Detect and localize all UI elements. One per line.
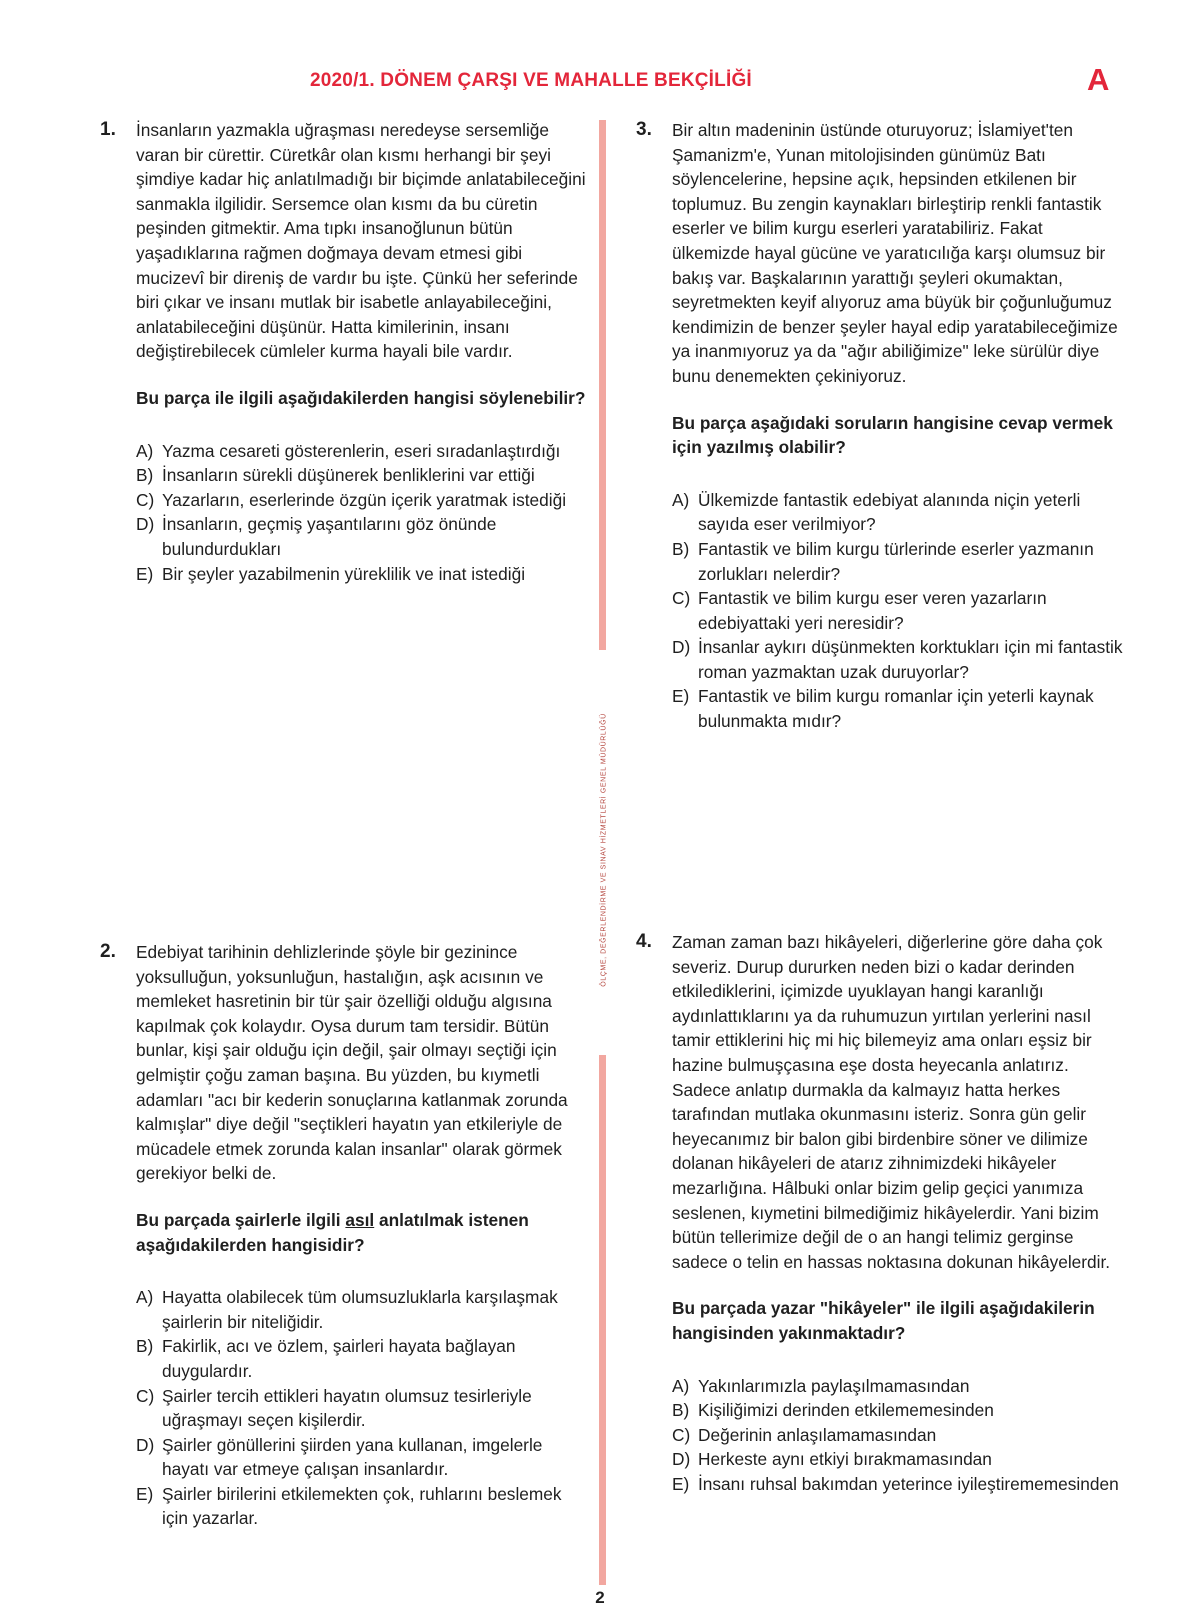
answer-option-b[interactable] bbox=[136, 1334, 588, 1383]
option-text: Fantastik ve bilim kurgu eser veren yazarların edebiyattaki yeri neresidir? bbox=[698, 588, 1047, 633]
option-letter: E) bbox=[136, 1483, 154, 1504]
option-text: Şairler gönüllerini şiirden yana kullanan, imgelerle hayatı var etmeye çalışan insanlardır. bbox=[162, 1434, 543, 1480]
booklet-type-letter: A bbox=[1087, 62, 1110, 97]
option-letter: C) bbox=[672, 588, 691, 609]
stem-text: Bu parçada şairlerle ilgili bbox=[136, 1209, 346, 1230]
answer-option-e[interactable] bbox=[672, 684, 1124, 733]
option-text: Fantastik ve bilim kurgu romanlar için yeterli kaynak bulunmakta mıdır? bbox=[698, 686, 1094, 732]
answer-options bbox=[136, 1285, 588, 1531]
option-letter: D) bbox=[136, 514, 155, 535]
option-text: İnsanların, geçmiş yaşantılarını göz önünde bulundurdukları bbox=[162, 514, 497, 559]
option-text: Yazma cesareti gösterenlerin, eseri sıradanlaştırdığı bbox=[162, 440, 561, 461]
option-letter: D) bbox=[136, 1434, 155, 1455]
option-letter: A) bbox=[672, 489, 690, 510]
option-text: Kişiliğimizi derinden etkilememesinden bbox=[698, 1400, 994, 1421]
answer-option-c[interactable] bbox=[672, 1423, 1124, 1448]
answer-options bbox=[672, 488, 1124, 734]
question-stem: Bu parça ile ilgili aşağıdakilerden hangisi söylenebilir? bbox=[136, 387, 586, 408]
option-text: İnsanı ruhsal bakımdan yeterince iyileştirememesinden bbox=[698, 1473, 1119, 1494]
answer-option-a[interactable] bbox=[136, 439, 588, 464]
option-letter: A) bbox=[136, 440, 154, 461]
exam-title: 2020/1. DÖNEM ÇARŞI VE MAHALLE BEKÇİLİĞİ bbox=[310, 70, 752, 91]
question-passage: Edebiyat tarihinin dehlizlerinde şöyle bir gezinince yoksulluğun, yoksunluğun, hastalığın, aşk acısının ve memleket hasretinin bir tür şair özelliği olduğu algısına kapılmak çok kolaydır. Oysa durum tam tersidir. Bütün bunlar, kişi şair olduğu için değil, şair olmayı seçtiği için gelmiştir çoğu zaman başına. Bu yüzden, bu kıymetli adamları "acı bir kederin sonuçlarına katlanmak zorunda kalmışlar" diye değil "seçtikleri hayatın yan etkileriyle de mücadele etmek zorunda kalan insanlar" olarak görmek gerekiyor belki de. bbox=[136, 942, 568, 1184]
option-text: Bir şeyler yazabilmenin yüreklilik ve inat istediği bbox=[162, 563, 526, 584]
answer-option-a[interactable] bbox=[672, 1374, 1124, 1399]
answer-option-e[interactable] bbox=[672, 1472, 1124, 1497]
answer-option-c[interactable] bbox=[672, 586, 1124, 635]
stem-underlined-word: asıl bbox=[345, 1209, 375, 1230]
option-letter: D) bbox=[672, 1449, 691, 1470]
option-text: Fakirlik, acı ve özlem, şairleri hayata bağlayan duygulardır. bbox=[162, 1336, 516, 1381]
option-letter: C) bbox=[136, 1385, 155, 1406]
question-stem: Bu parça aşağıdaki soruların hangisine cevap vermek için yazılmış olabilir? bbox=[672, 412, 1113, 458]
answer-option-c[interactable] bbox=[136, 488, 588, 513]
option-letter: B) bbox=[672, 538, 690, 559]
option-letter: B) bbox=[672, 1400, 690, 1421]
option-letter: A) bbox=[136, 1287, 154, 1308]
option-text: İnsanların sürekli düşünerek benliklerini var ettiği bbox=[162, 465, 535, 486]
answer-option-d[interactable] bbox=[136, 512, 588, 561]
option-letter: B) bbox=[136, 1336, 154, 1357]
stem-text: anlatılmak istenen aşağıdakilerden hangisidir? bbox=[136, 1209, 529, 1255]
question-number: 2. bbox=[100, 941, 116, 962]
answer-option-b[interactable] bbox=[672, 537, 1124, 586]
question-3 bbox=[636, 118, 1124, 734]
answer-option-e[interactable] bbox=[136, 1482, 588, 1531]
option-text: Yazarların, eserlerinde özgün içerik yaratmak istediği bbox=[162, 489, 567, 510]
option-text: Fantastik ve bilim kurgu türlerinde eserler yazmanın zorlukları nelerdir? bbox=[698, 538, 1094, 584]
question-passage: İnsanların yazmakla uğraşması neredeyse sersemliğe varan bir cürettir. Cüretkâr olan kısmı herhangi bir şeyi şimdiye kadar hiç anlatılmadığı bir biçimde anlatabileceğini sanmakla ilgilidir. Sersemce olan kısmı da bu cüretin peşinden gitmektir. Ama tıpkı insanoğlunun bütün yaşadıklarına rağmen doğmaya devam etmesi gibi mucizevî bir direniş de vardır bu işte. Çünkü her seferinde biri çıkar ve insanı mutlak bir isabetle anlayabileceğini, anlatabileceğini düşünür. Hatta kimilerinin, insanı değiştirebilecek cümleler kurma hayali bile vardır. bbox=[136, 120, 586, 362]
page-number: 2 bbox=[595, 1588, 605, 1607]
option-letter: E) bbox=[672, 1473, 690, 1494]
question-4 bbox=[636, 930, 1124, 1496]
option-text: Herkeste aynı etkiyi bırakmamasından bbox=[698, 1449, 992, 1470]
question-passage: Bir altın madeninin üstünde oturuyoruz; İslamiyet'ten Şamanizm'e, Yunan mitolojisinden günümüz Batı söylencelerine, hepsine açık, hepsinden etkilenen bir toplumuz. Bu zengin kaynakları birleştirip renkli fantastik eserler ve bilim kurgu eserleri yaratabiliriz. Fakat ülkemizde hayal gücüne ve yaratıcılığa karşı olumsuz bir bakış var. Başkalarının yarattığı şeyleri okumaktan, seyretmekten keyif alıyoruz ama büyük bir çoğunluğumuz kendimizin de benzer şeyler hayal edip yaratabileceğimize ya inanmıyoruz ya da "ağır abiliğimize" leke sürülür diye bunu denemekten çekiniyoruz. bbox=[672, 120, 1118, 386]
answer-option-d[interactable] bbox=[136, 1433, 588, 1482]
answer-option-b[interactable] bbox=[136, 463, 588, 488]
question-number: 4. bbox=[636, 931, 652, 952]
option-letter: D) bbox=[672, 637, 691, 658]
answer-option-c[interactable] bbox=[136, 1384, 588, 1433]
option-letter: E) bbox=[672, 686, 690, 707]
answer-options bbox=[136, 439, 588, 587]
question-number: 1. bbox=[100, 119, 116, 140]
vertical-copyright-note: ÖLÇME, DEĞERLENDİRME VE SINAV HİZMETLERİ GENEL MÜDÜRLÜĞÜ bbox=[600, 713, 608, 987]
answer-option-b[interactable] bbox=[672, 1398, 1124, 1423]
answer-options bbox=[672, 1374, 1124, 1497]
option-letter: E) bbox=[136, 563, 154, 584]
option-letter: B) bbox=[136, 465, 154, 486]
answer-option-a[interactable] bbox=[136, 1285, 588, 1334]
question-1 bbox=[100, 118, 588, 586]
question-stem: Bu parçada yazar "hikâyeler" ile ilgili aşağıdakilerin hangisinden yakınmaktadır? bbox=[672, 1298, 1095, 1343]
answer-option-d[interactable] bbox=[672, 1447, 1124, 1472]
option-text: Yakınlarımızla paylaşılmamasından bbox=[698, 1375, 970, 1396]
answer-option-d[interactable] bbox=[672, 635, 1124, 684]
answer-option-a[interactable] bbox=[672, 488, 1124, 537]
question-passage: Zaman zaman bazı hikâyeleri, diğerlerine göre daha çok severiz. Durup dururken neden bizi o kadar derinden etkilediklerini, içimizde uyuklayan hangi karanlığı aydınlattıklarını ya da ruhumuzun yırtılan yerlerini nasıl tamir ettiklerini hiç mi hiç bilemeyiz ama onları eşsiz bir hazine bulmuşçasına eşe dosta heyecanla anlatırız. Sadece anlatıp durmakla da kalmayız hatta herkes tarafından mutlaka okunmasını isteriz. Sonra gün gelir heyecanımız bir balon gibi birdenbire söner ve dilimize dolanan hikâyeleri de atarız zihnimizdeki hikâyeler mezarlığına. Hâlbuki onlar bizim gelip geçici yanımıza seslenen, kıymetini bilmediğimiz hikâyelerdir. Yani bizim bütün tellerimize değil de o an hangi telimiz gerginse sadece o telin en hassas noktasına dokunan hikâyelerdir. bbox=[672, 932, 1111, 1272]
option-letter: A) bbox=[672, 1375, 690, 1396]
column-divider-bottom bbox=[599, 1055, 606, 1585]
question-stem bbox=[136, 1208, 588, 1257]
question-2 bbox=[100, 940, 588, 1531]
option-text: Şairler birilerini etkilemekten çok, ruhlarını beslemek için yazarlar. bbox=[162, 1483, 562, 1529]
exam-header bbox=[0, 62, 1200, 102]
option-text: Değerinin anlaşılamamasından bbox=[698, 1424, 937, 1445]
column-divider-top bbox=[599, 120, 606, 650]
option-text: Ülkemizde fantastik edebiyat alanında niçin yeterli sayıda eser verilmiyor? bbox=[698, 489, 1081, 535]
option-text: Hayatta olabilecek tüm olumsuzluklarla karşılaşmak şairlerin bir niteliğidir. bbox=[162, 1287, 558, 1332]
option-text: İnsanlar aykırı düşünmekten korktukları için mi fantastik roman yazmaktan uzak duruyorlar? bbox=[698, 637, 1123, 682]
option-letter: C) bbox=[672, 1424, 691, 1445]
answer-option-e[interactable] bbox=[136, 562, 588, 587]
option-text: Şairler tercih ettikleri hayatın olumsuz tesirleriyle uğraşmayı seçen kişilerdir. bbox=[162, 1385, 532, 1431]
question-number: 3. bbox=[636, 119, 652, 140]
option-letter: C) bbox=[136, 489, 155, 510]
